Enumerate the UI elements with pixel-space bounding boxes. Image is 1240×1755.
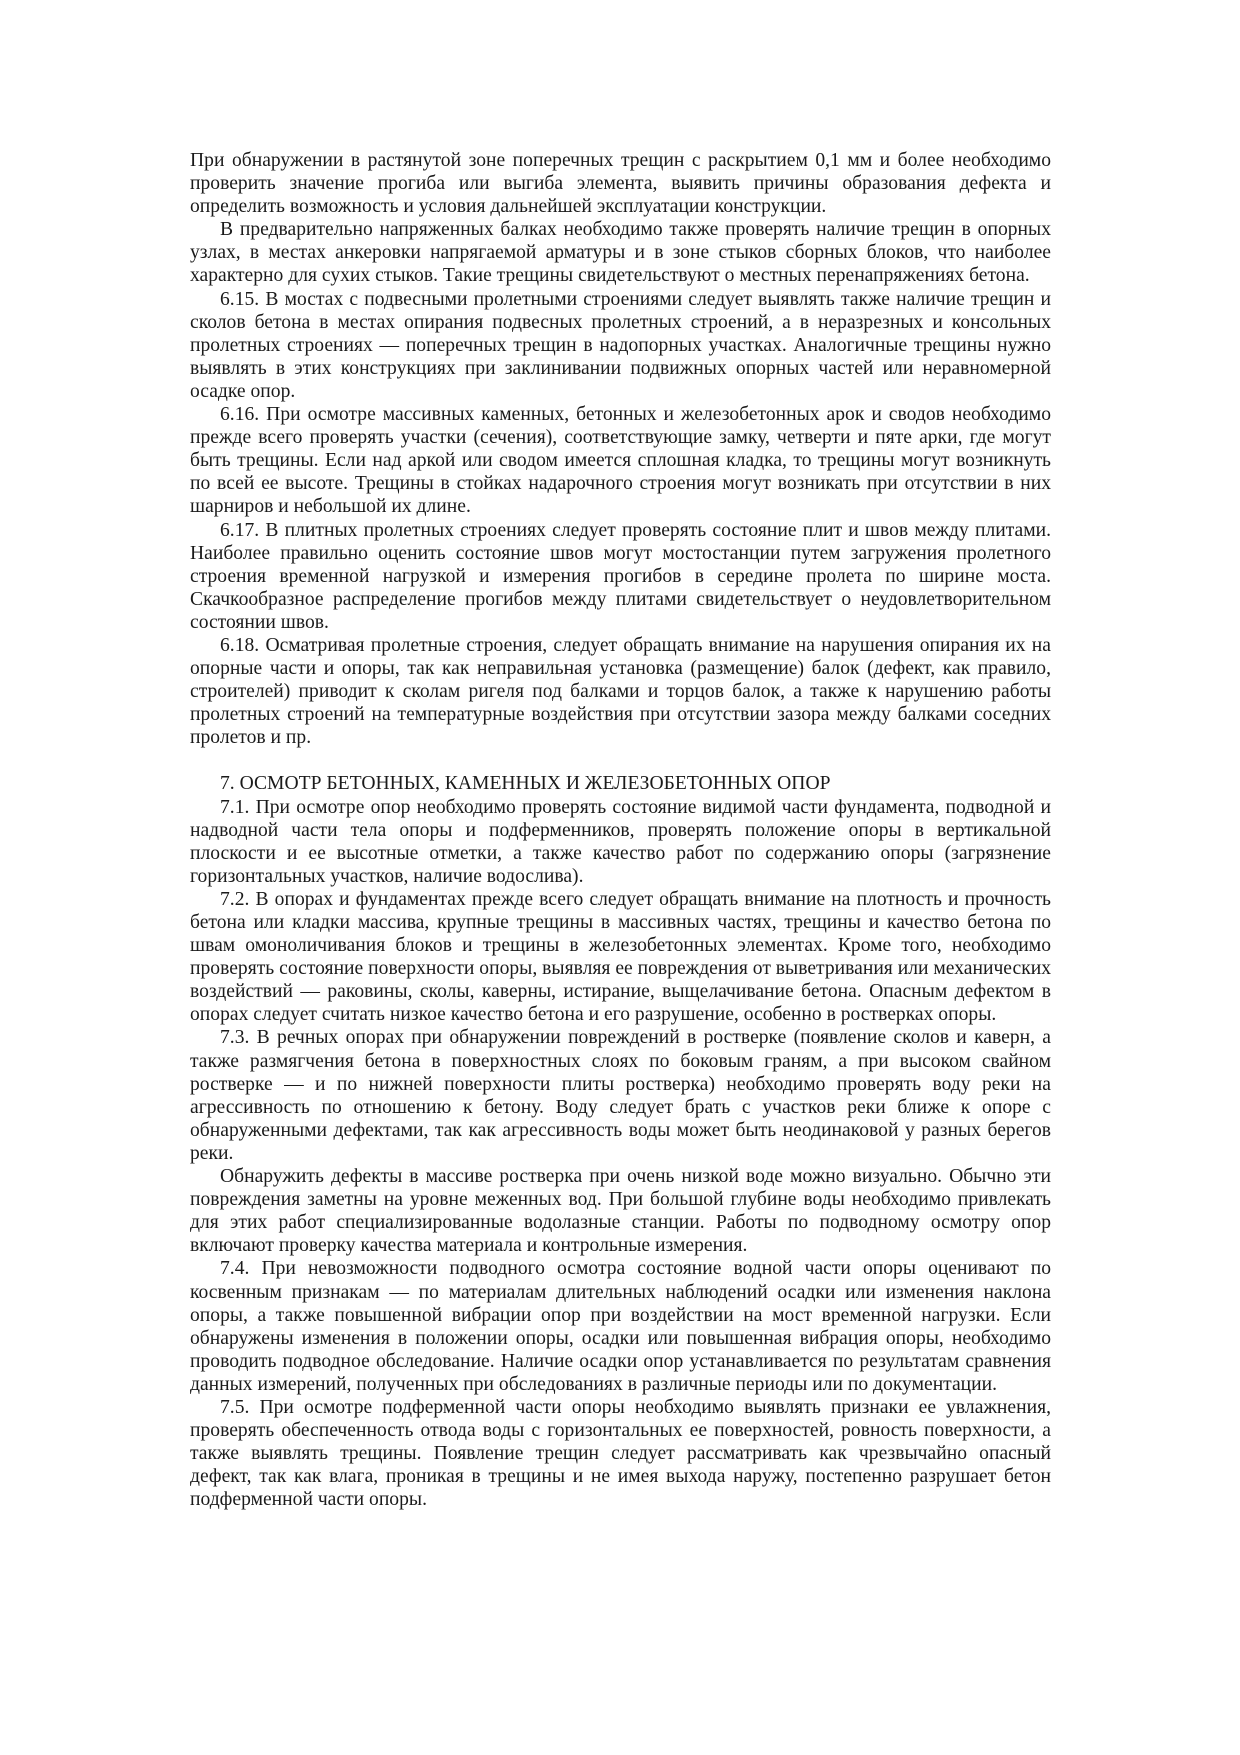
paragraph-7-2: 7.2. В опорах и фундаментах прежде всего следует обращать внимание на плотность и прочность бетона или кладки массива, крупные трещины в массивных частях, трещины и качество бетона по швам омоноличивания блоков и трещины в железобетонных элементах. Кроме того, необходимо проверять состояние поверхности опоры, выявляя ее повреждения от выветривания или механических воздействий — раковины, сколы, каверны, истирание, выщелачивание бетона. Опасным дефектом в опорах следует считать низкое качество бетона и его разрушение, особенно в ростверках опоры. xyxy=(190,888,1051,1026)
paragraph-crack-inspection: При обнаружении в растянутой зоне поперечных трещин с раскрытием 0,1 мм и более необходимо проверить значение прогиба или выгиба элемента, выявить причины образования дефекта и определить возможность и условия дальнейшей эксплуатации конструкции. xyxy=(190,150,1051,218)
paragraph-6-15: 6.15. В мостах с подвесными пролетными строениями следует выявлять также наличие трещин и сколов бетона в местах опирания подвесных пролетных строений, а в неразрезных и консольных пролетных строениях — поперечных трещин в надопорных участках. Аналогичные трещины нужно выявлять в этих конструкциях при заклинивании подвижных опорных частей или неравномерной осадке опор. xyxy=(190,288,1051,402)
paragraph-6-16: 6.16. При осмотре массивных каменных, бетонных и железобетонных арок и сводов необходимо прежде всего проверять участки (сечения), соответствующие замку, четверти и пяте арки, где могут быть трещины. Если над аркой или сводом имеется сплошная кладка, то трещины могут возникнуть по всей ее высоте. Трещины в стойках надарочного строения могут возникать при отсутствии в них шарниров и небольшой их длине. xyxy=(190,404,1051,518)
paragraph-underwater-inspection: Обнаружить дефекты в массиве ростверка при очень низкой воде можно визуально. Обычно эти повреждения заметны на уровне меженных вод. При большой глубине воды необходимо привлекать для этих работ специализированные водолазные станции. Работы по подводному осмотру опор включают проверку качества материала и контрольные измерения. xyxy=(190,1166,1051,1257)
paragraph-6-17: 6.17. В плитных пролетных строениях следует проверять состояние плит и швов между плитами. Наиболее правильно оценить состояние швов могут мостостанции путем загружения пролетного строения временной нагрузкой и измерения прогибов в середине пролета по ширине моста. Скачкообразное распределение прогибов между плитами свидетельствует о неудовлетворительном состоянии швов. xyxy=(190,519,1051,633)
paragraph-6-18: 6.18. Осматривая пролетные строения, следует обращать внимание на нарушения опирания их на опорные части и опоры, так как неправильная установка (размещение) балок (дефект, как правило, строителей) приводит к сколам ригеля под балками и торцов балок, а также к нарушению работы пролетных строений на температурные воздействия при отсутствии зазора между балками соседних пролетов и пр. xyxy=(190,634,1051,749)
paragraph-prestressed-beams: В предварительно напряженных балках необходимо также проверять наличие трещин в опорных узлах, в местах анкеровки напрягаемой арматуры и в зоне стыков сборных блоков, что наиболее характерно для сухих стыков. Такие трещины свидетельствуют о местных перенапряжениях бетона. xyxy=(190,219,1051,287)
paragraph-7-4: 7.4. При невозможности подводного осмотра состояние водной части опоры оценивают по косвенным признакам — по материалам длительных наблюдений осадки или изменения наклона опоры, а также повышенной вибрации опор при воздействии на мост временной нагрузки. Если обнаружены изменения в положении опоры, осадки или повышенная вибрация опоры, необходимо проводить подводное обследование. Наличие осадки опор устанавливается по результатам сравнения данных измерений, полученных при обследованиях в различные периоды или по документации. xyxy=(190,1258,1051,1395)
paragraph-7-1: 7.1. При осмотре опор необходимо проверять состояние видимой части фундамента, подводной и надводной части тела опоры и подферменников, проверять положение опоры в вертикальной плоскости и ее высотные отметки, а также качество работ по содержанию опоры (загрязнение горизонтальных участков, наличие водослива). xyxy=(190,796,1051,887)
document-page xyxy=(190,149,1051,1511)
paragraph-7-3: 7.3. В речных опорах при обнаружении повреждений в ростверке (появление сколов и каверн, а также размягчения бетона в поверхностных слоях по боковым граням, а при высоком свайном ростверке — и по нижней поверхности плиты ростверка) необходимо проверять воду реки на агрессивность по отношению к бетону. Воду следует брать с участков реки ближе к опоре с обнаруженными дефектами, так как агрессивность воды может быть неодинаковой у разных берегов реки. xyxy=(190,1027,1051,1164)
paragraph-7-5: 7.5. При осмотре подферменной части опоры необходимо выявлять признаки ее увлажнения, проверять обеспеченность отвода воды с горизонтальных ее поверхностей, ровность поверхности, а также выявлять трещины. Появление трещин следует рассматривать как чрезвычайно опасный дефект, так как влага, проникая в трещины и не имея выхода наружу, постепенно разрушает бетон подферменной части опоры. xyxy=(190,1396,1051,1511)
section-heading: 7. ОСМОТР БЕТОННЫХ, КАМЕННЫХ И ЖЕЛЕЗОБЕТОННЫХ ОПОР xyxy=(220,773,831,795)
